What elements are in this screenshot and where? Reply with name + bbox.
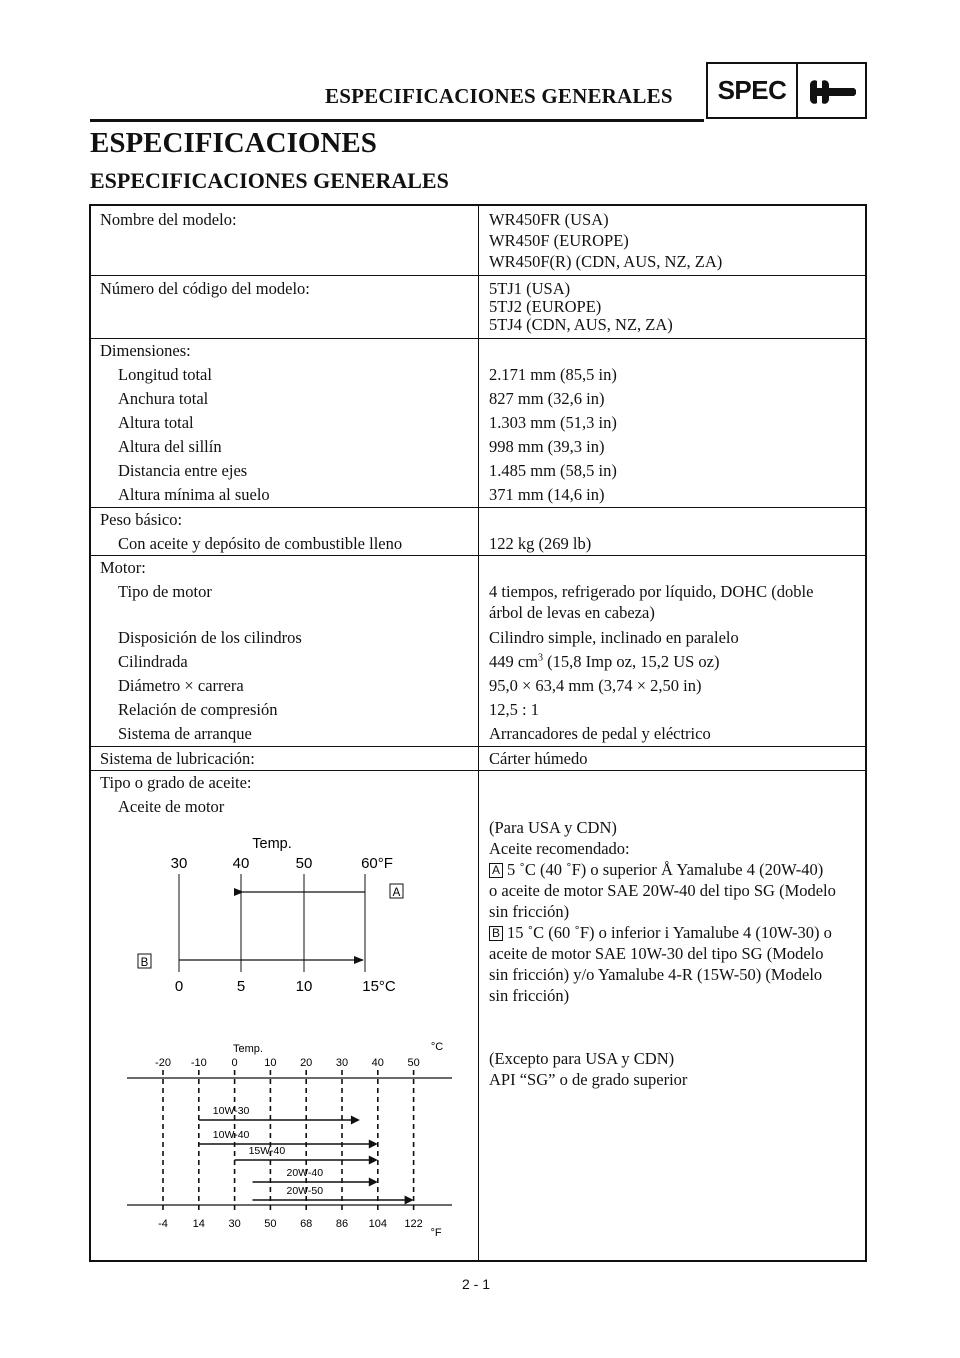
lubrication-label: Sistema de lubricación: bbox=[100, 749, 255, 768]
oil-label: Tipo o grado de aceite: bbox=[100, 773, 252, 792]
engine-type-value: 4 tiempos, refrigerado por líquido, DOHC (doble bbox=[489, 582, 814, 601]
chart2-c-tick: 10 bbox=[264, 1057, 277, 1069]
chart2-grade-label: 20W-40 bbox=[286, 1167, 324, 1179]
oil-text: (Excepto para USA y CDN) bbox=[489, 1049, 675, 1068]
chart2-f-tick: 50 bbox=[264, 1218, 277, 1230]
chart1-bottom-tick: 10 bbox=[295, 978, 313, 995]
model-code-value: 5TJ2 (EUROPE) bbox=[489, 297, 602, 316]
chart2-unit-c: °C bbox=[430, 1041, 444, 1053]
model-code-value: 5TJ1 (USA) bbox=[489, 279, 571, 298]
dimension-label: Longitud total bbox=[118, 365, 212, 384]
dimension-value: 2.171 mm (85,5 in) bbox=[489, 365, 617, 384]
chart1-bottom-tick: 15°C bbox=[362, 978, 396, 995]
oil-text: sin fricción) y/o Yamalube 4-R (15W-50) (Modelo bbox=[489, 965, 823, 984]
engine-type-label: Tipo de motor bbox=[118, 582, 212, 601]
dimension-value: 1.303 mm (51,3 in) bbox=[489, 413, 617, 432]
chart2-c-tick: 50 bbox=[407, 1057, 420, 1069]
chart2-grade-arrowhead bbox=[405, 1196, 414, 1205]
chart2-c-tick: 0 bbox=[231, 1057, 238, 1069]
chart2-title: Temp. bbox=[233, 1043, 263, 1055]
weight-item-value: 122 kg (269 lb) bbox=[489, 534, 592, 553]
model-code-label: Número del código del modelo: bbox=[100, 279, 310, 298]
dimension-label: Anchura total bbox=[118, 389, 209, 408]
oil-text-a: A 5 ˚C (40 ˚F) o superior Å Yamalube 4 (20W-40) bbox=[489, 859, 823, 880]
weight-item-label: Con aceite y depósito de combustible lleno bbox=[118, 534, 403, 553]
dimension-value: 827 mm (32,6 in) bbox=[489, 389, 605, 408]
chart2-f-tick: 122 bbox=[404, 1218, 423, 1230]
chart2-grade-label: 20W-50 bbox=[286, 1185, 324, 1197]
cylinder-value: Cilindro simple, inclinado en paralelo bbox=[489, 628, 739, 647]
oil-text: aceite de motor SAE 10W-30 del tipo SG (Modelo bbox=[489, 944, 824, 963]
lubrication-value: Cárter húmedo bbox=[489, 749, 588, 768]
chart1-top-tick: 50 bbox=[295, 855, 313, 872]
chart2-c-tick: 30 bbox=[335, 1057, 349, 1069]
chart2-f-tick: 14 bbox=[192, 1218, 205, 1230]
chart2-unit-f: °F bbox=[430, 1227, 442, 1239]
displacement-value: 449 $cm^3$ (15,8 Imp oz, 15,2 US oz) bbox=[489, 652, 720, 671]
chart2-c-tick: -10 bbox=[190, 1057, 207, 1069]
dimension-label: Altura del sillín bbox=[118, 437, 222, 456]
model-name-value: WR450F(R) (CDN, AUS, NZ, ZA) bbox=[489, 252, 723, 271]
chart2-f-tick: 86 bbox=[335, 1218, 349, 1230]
cylinder-label: Disposición de los cilindros bbox=[118, 628, 302, 647]
engine-type-value: árbol de levas en cabeza) bbox=[489, 603, 655, 622]
chart2-f-tick: -4 bbox=[158, 1218, 168, 1230]
subsection-title: ESPECIFICACIONES GENERALES bbox=[90, 168, 449, 193]
chart2-grade-arrowhead bbox=[369, 1156, 378, 1165]
oil-text: sin fricción) bbox=[489, 986, 570, 1005]
oil-text: API “SG” o de grado superior bbox=[489, 1070, 688, 1089]
bore-stroke-value: 95,0 × 63,4 mm (3,74 × 2,50 in) bbox=[489, 676, 702, 695]
dimension-value: 998 mm (39,3 in) bbox=[489, 437, 605, 456]
header-title: ESPECIFICACIONES GENERALES bbox=[325, 84, 673, 108]
chart2-f-tick: 68 bbox=[300, 1218, 313, 1230]
chart2-f-tick: 30 bbox=[228, 1218, 241, 1230]
oil-text: o aceite de motor SAE 20W-40 del tipo SG (Modelo bbox=[489, 881, 836, 900]
chart1-title: Temp. bbox=[252, 836, 292, 852]
chart2-c-tick: -20 bbox=[155, 1057, 171, 1069]
compression-label: Relación de compresión bbox=[118, 700, 278, 719]
model-code-value: 5TJ4 (CDN, AUS, NZ, ZA) bbox=[489, 315, 673, 334]
chart1-bottom-tick: 0 bbox=[174, 978, 184, 995]
chart2-grade-arrowhead bbox=[351, 1116, 360, 1125]
section-title: ESPECIFICACIONES bbox=[90, 127, 377, 159]
chart2-c-tick: 20 bbox=[300, 1057, 313, 1069]
model-name-label: Nombre del modelo: bbox=[100, 210, 237, 229]
oil-text-b: B 15 ˚C (60 ˚F) o inferior i Yamalube 4 (10W-30) o bbox=[489, 922, 832, 943]
chart2-grade-arrowhead bbox=[369, 1178, 378, 1187]
chart2-f-tick: 104 bbox=[368, 1218, 387, 1230]
chart2-grade-arrowhead bbox=[369, 1140, 378, 1149]
model-name-value: WR450FR (USA) bbox=[489, 210, 609, 229]
page-number: 2 - 1 bbox=[462, 1276, 491, 1292]
starting-label: Sistema de arranque bbox=[118, 724, 252, 743]
chart1-marker-a: A bbox=[392, 887, 401, 899]
marker-b: B bbox=[489, 926, 503, 941]
compression-value: 12,5 : 1 bbox=[489, 700, 539, 719]
dimension-value: 1.485 mm (58,5 in) bbox=[489, 461, 617, 480]
chart2-c-tick: 40 bbox=[371, 1057, 384, 1069]
oil-text: Aceite recomendado: bbox=[489, 839, 630, 858]
chart1-marker-b: B bbox=[140, 957, 149, 969]
engine-label: Motor: bbox=[100, 558, 146, 577]
marker-a: A bbox=[489, 863, 503, 878]
chart1-top-tick: 30 bbox=[170, 855, 188, 872]
oil-text: (Para USA y CDN) bbox=[489, 818, 617, 837]
chart1-top-tick: 60°F bbox=[361, 855, 393, 872]
model-name-value: WR450F (EUROPE) bbox=[489, 231, 629, 250]
starting-value: Arrancadores de pedal y eléctrico bbox=[489, 724, 711, 743]
dimension-label: Distancia entre ejes bbox=[118, 461, 248, 480]
weight-label: Peso básico: bbox=[100, 510, 183, 529]
chart2-grade-label: 10W-40 bbox=[212, 1129, 250, 1141]
spec-label: SPEC bbox=[708, 64, 798, 117]
dimension-label: Altura mínima al suelo bbox=[118, 485, 270, 504]
bore-stroke-label: Diámetro × carrera bbox=[118, 676, 244, 695]
oil-text: sin fricción) bbox=[489, 902, 570, 921]
chart2-grade-label: 10W-30 bbox=[212, 1105, 250, 1117]
chart2-grade-label: 15W-40 bbox=[248, 1145, 286, 1157]
dimension-value: 371 mm (14,6 in) bbox=[489, 485, 605, 504]
oil-sub-label: Aceite de motor bbox=[118, 797, 225, 816]
chart1-top-tick: 40 bbox=[232, 855, 250, 872]
dimensions-label: Dimensiones: bbox=[100, 341, 191, 360]
dimension-label: Altura total bbox=[118, 413, 194, 432]
chart1-bottom-tick: 5 bbox=[236, 978, 246, 995]
displacement-label: Cilindrada bbox=[118, 652, 188, 671]
